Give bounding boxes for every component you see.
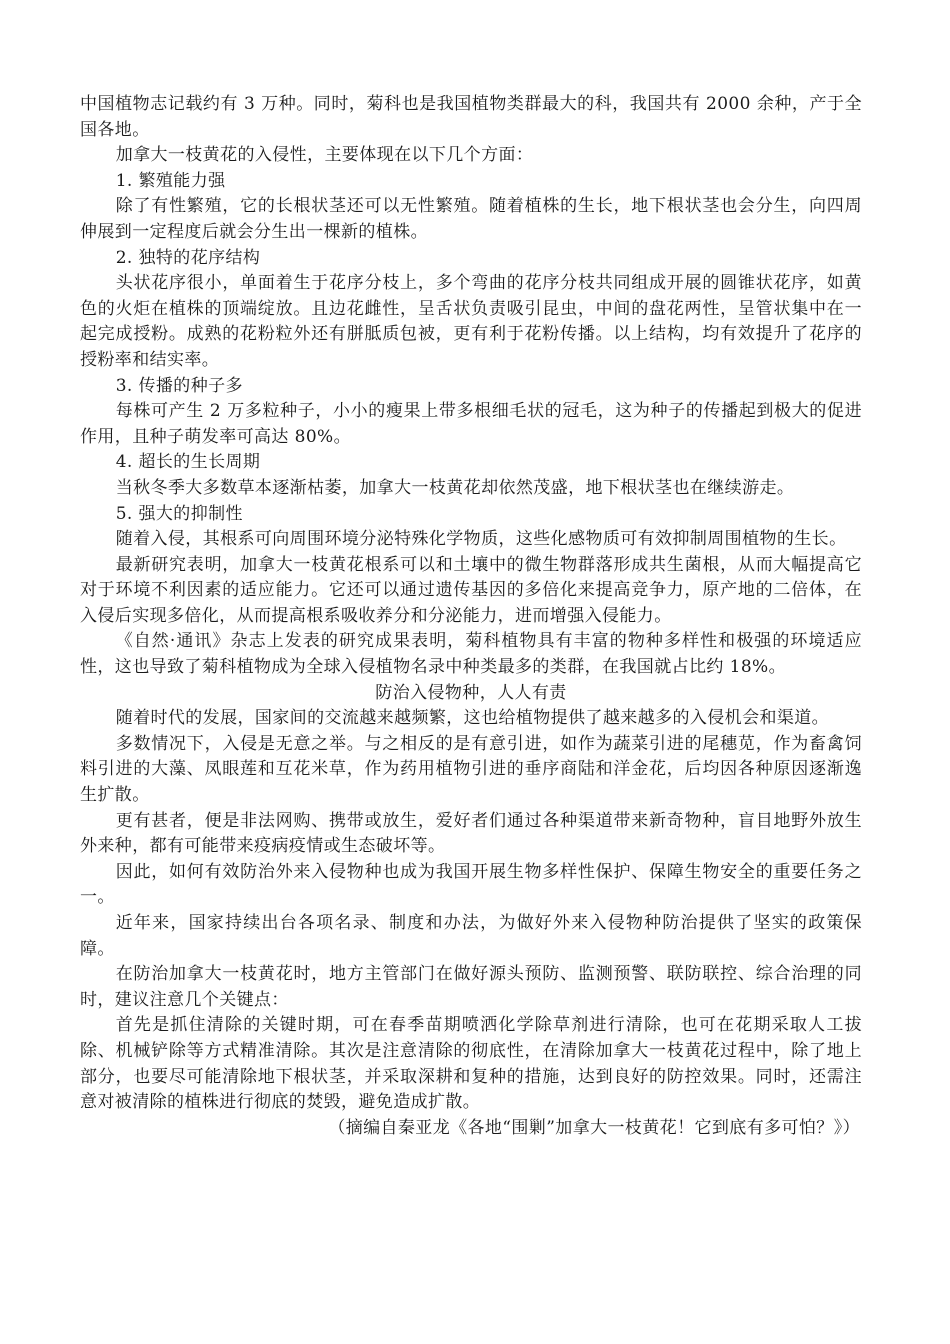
paragraph: 每株可产生 2 万多粒种子，小小的瘦果上带多根细毛状的冠毛，这为种子的传播起到极大的促进作用，且种子萌发率可高达 80%。 xyxy=(80,401,862,447)
source-citation: （摘编自秦亚龙《各地“围剿”加拿大一枝黄花！它到底有多可怕？》） xyxy=(328,1117,860,1138)
document-page xyxy=(80,92,862,1141)
paragraph: 当秋冬季大多数草本逐渐枯萎，加拿大一枝黄花却依然茂盛，地下根状茎也在继续游走。 xyxy=(115,477,795,498)
paragraph: 随着入侵，其根系可向周围环境分泌特殊化学物质，这些化感物质可有效抑制周围植物的生长。 xyxy=(115,529,847,550)
paragraph: 头状花序很小，单面着生于花序分枝上，多个弯曲的花序分枝共同组成开展的圆锥状花序，如黄色的火炬在植株的顶端绽放。且边花雌性，呈舌状负责吸引昆虫，中间的盘花两性，呈管状集中在一起完成授粉。成熟的花粉粒外还有胼胝质包被，更有利于花粉传播。以上结构，均有效提升了花序的授粉率和结实率。 xyxy=(80,273,862,370)
item-heading: 3. 传播的种子多 xyxy=(115,375,243,396)
paragraph: 首先是抓住清除的关键时期，可在春季苗期喷洒化学除草剂进行清除，也可在花期采取人工拔除、机械铲除等方式精准清除。其次是注意清除的彻底性，在清除加拿大一枝黄花过程中，除了地上部分，也要尽可能清除地下根状茎，并采取深耕和复种的措施，达到良好的防控效果。同时，还需注意对被清除的植株进行彻底的焚毁，避免造成扩散。 xyxy=(80,1015,862,1113)
paragraph: 近年来，国家持续出台各项名录、制度和办法，为做好外来入侵物种防治提供了坚实的政策保障。 xyxy=(80,913,862,959)
paragraph: 多数情况下，入侵是无意之举。与之相反的是有意引进，如作为蔬菜引进的尾穗苋，作为畜禽饲料引进的大藻、凤眼莲和互花米草，作为药用植物引进的垂序商陆和洋金花，后均因各种原因逐渐逸生扩散。 xyxy=(80,733,862,806)
item-heading: 2. 独特的花序结构 xyxy=(115,247,261,268)
paragraph: 在防治加拿大一枝黄花时，地方主管部门在做好源头预防、监测预警、联防联控、综合治理的同时，建议注意几个关键点： xyxy=(80,964,862,1010)
paragraph: 更有甚者，便是非法网购、携带或放生，爱好者们通过各种渠道带来新奇物种，盲目地野外放生外来种，都有可能带来疫病疫情或生态破坏等。 xyxy=(80,810,862,857)
section-title: 防治入侵物种，人人有责 xyxy=(375,682,567,703)
paragraph: 最新研究表明，加拿大一枝黄花根系可以和土壤中的微生物群落形成共生菌根，从而大幅提高它对于环境不利因素的适应能力。它还可以通过遗传基因的多倍化来提高竞争力，原产地的二倍体，在入侵后实现多倍化，从而提高根系吸收养分和分泌能力，进而增强入侵能力。 xyxy=(80,554,862,626)
paragraph: 随着时代的发展，国家间的交流越来越频繁，这也给植物提供了越来越多的入侵机会和渠道。 xyxy=(115,708,830,729)
paragraph: 因此，如何有效防治外来入侵物种也成为我国开展生物多样性保护、保障生物安全的重要任务之一。 xyxy=(80,861,862,908)
paragraph: 除了有性繁殖，它的长根状茎还可以无性繁殖。随着植株的生长，地下根状茎也会分生，向四周伸展到一定程度后就会分生出一棵新的植株。 xyxy=(80,196,862,242)
item-heading: 5. 强大的抑制性 xyxy=(115,503,243,524)
paragraph: 加拿大一枝黄花的入侵性，主要体现在以下几个方面： xyxy=(115,145,534,166)
paragraph: 中国植物志记载约有 3 万种。同时，菊科也是我国植物类群最大的科，我国共有 2000 余种，产于全国各地。 xyxy=(80,94,862,140)
item-heading: 1. 繁殖能力强 xyxy=(115,170,226,191)
item-heading: 4. 超长的生长周期 xyxy=(115,452,261,473)
paragraph: 《自然·通讯》杂志上发表的研究成果表明，菊科植物具有丰富的物种多样性和极强的环境适应性，这也导致了菊科植物成为全球入侵植物名录中种类最多的类群，在我国就占比约 18%。 xyxy=(80,631,862,678)
